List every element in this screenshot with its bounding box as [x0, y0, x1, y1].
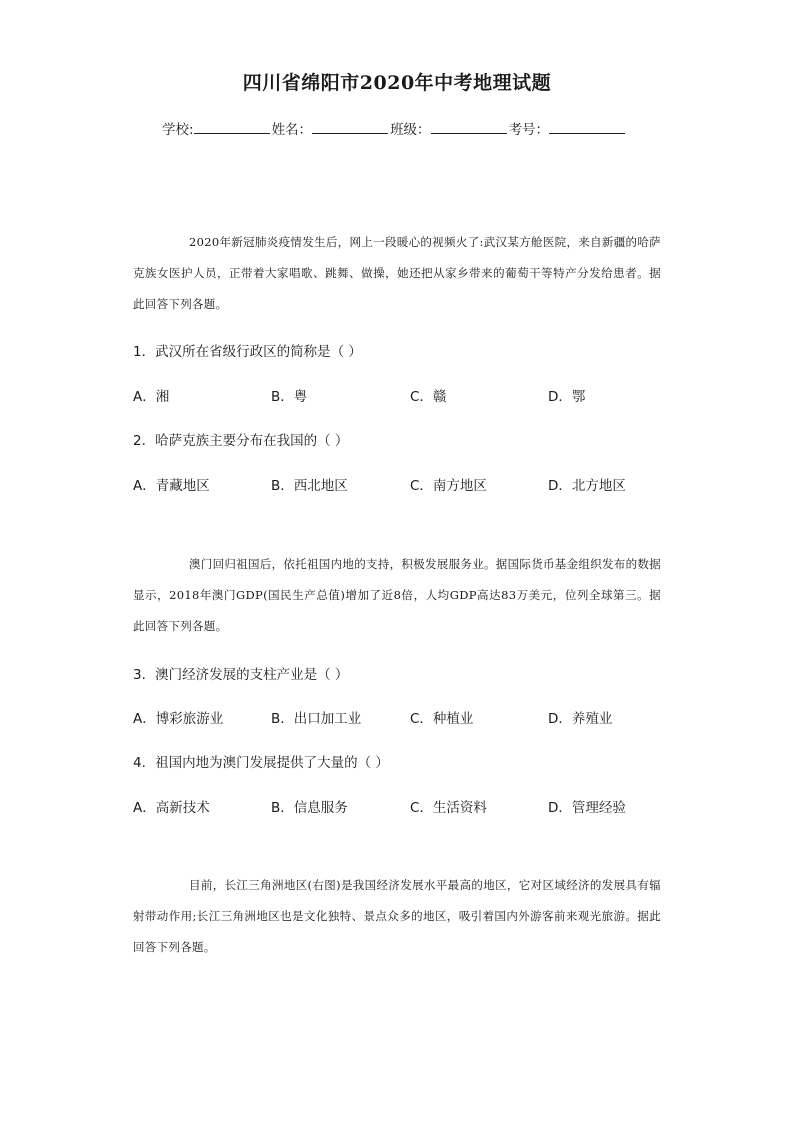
question-3-stem: 3．澳门经济发展的支柱产业是（ ）: [133, 667, 349, 683]
school-label: 学校:: [162, 122, 194, 138]
q1-option-b: B．粤: [271, 389, 308, 405]
passage-3: 目前，长江三角洲地区(右图)是我国经济发展水平最高的地区，它对区域经济的发展具有辐射带动作用;长江三角洲地区也是文化独特、景点众多的地区，吸引着国内外游客前来观光旅游。据此回答下列各题。: [133, 878, 661, 954]
question-2-stem: 2．哈萨克族主要分布在我国的（ ）: [133, 433, 349, 449]
page-title: 四川省绵阳市2020年中考地理试题: [242, 72, 552, 94]
passage-1: 2020年新冠肺炎疫情发生后，网上一段暖心的视频火了:武汉某方舱医院，来自新疆的哈萨克族女医护人员，正带着大家唱歌、跳舞、做操，她还把从家乡带来的葡萄干等特产分发给患者。据此回答下列各题。: [133, 235, 661, 311]
q1-option-c: C．赣: [410, 389, 447, 405]
q1-option-a: A．湘: [133, 389, 170, 405]
question-1-stem: 1．武汉所在省级行政区的简称是（ ）: [133, 344, 362, 360]
q3-option-a: A．博彩旅游业: [133, 711, 224, 727]
q2-option-c: C．南方地区: [410, 478, 487, 494]
question-4-stem: 4．祖国内地为澳门发展提供了大量的（ ）: [133, 755, 389, 771]
passage-2: 澳门回归祖国后，依托祖国内地的支持，积极发展服务业。据国际货币基金组织发布的数据显示，2018年澳门GDP(国民生产总值)增加了近8倍，人均GDP高达83万美元，位列全球第三。据此回答下列各题。: [133, 557, 661, 633]
q4-option-d: D．管理经验: [548, 800, 626, 816]
q2-option-b: B．西北地区: [271, 478, 348, 494]
q1-option-d: D．鄂: [548, 389, 586, 405]
q3-option-c: C．种植业: [410, 711, 474, 727]
q4-option-a: A．高新技术: [133, 800, 210, 816]
student-info-line: [162, 118, 627, 138]
name-label: 姓名：: [271, 122, 313, 138]
id-label: 考号：: [508, 122, 550, 138]
q4-option-b: B．信息服务: [271, 800, 348, 816]
q4-option-c: C．生活资料: [410, 800, 487, 816]
name-blank: [312, 121, 388, 134]
q3-option-d: D．养殖业: [548, 711, 613, 727]
q3-option-b: B．出口加工业: [271, 711, 362, 727]
school-blank: [194, 121, 270, 134]
id-blank: [549, 121, 625, 134]
q2-option-d: D．北方地区: [548, 478, 626, 494]
class-label: 班级：: [390, 122, 431, 138]
q2-option-a: A．青藏地区: [133, 478, 210, 494]
class-blank: [431, 121, 507, 134]
